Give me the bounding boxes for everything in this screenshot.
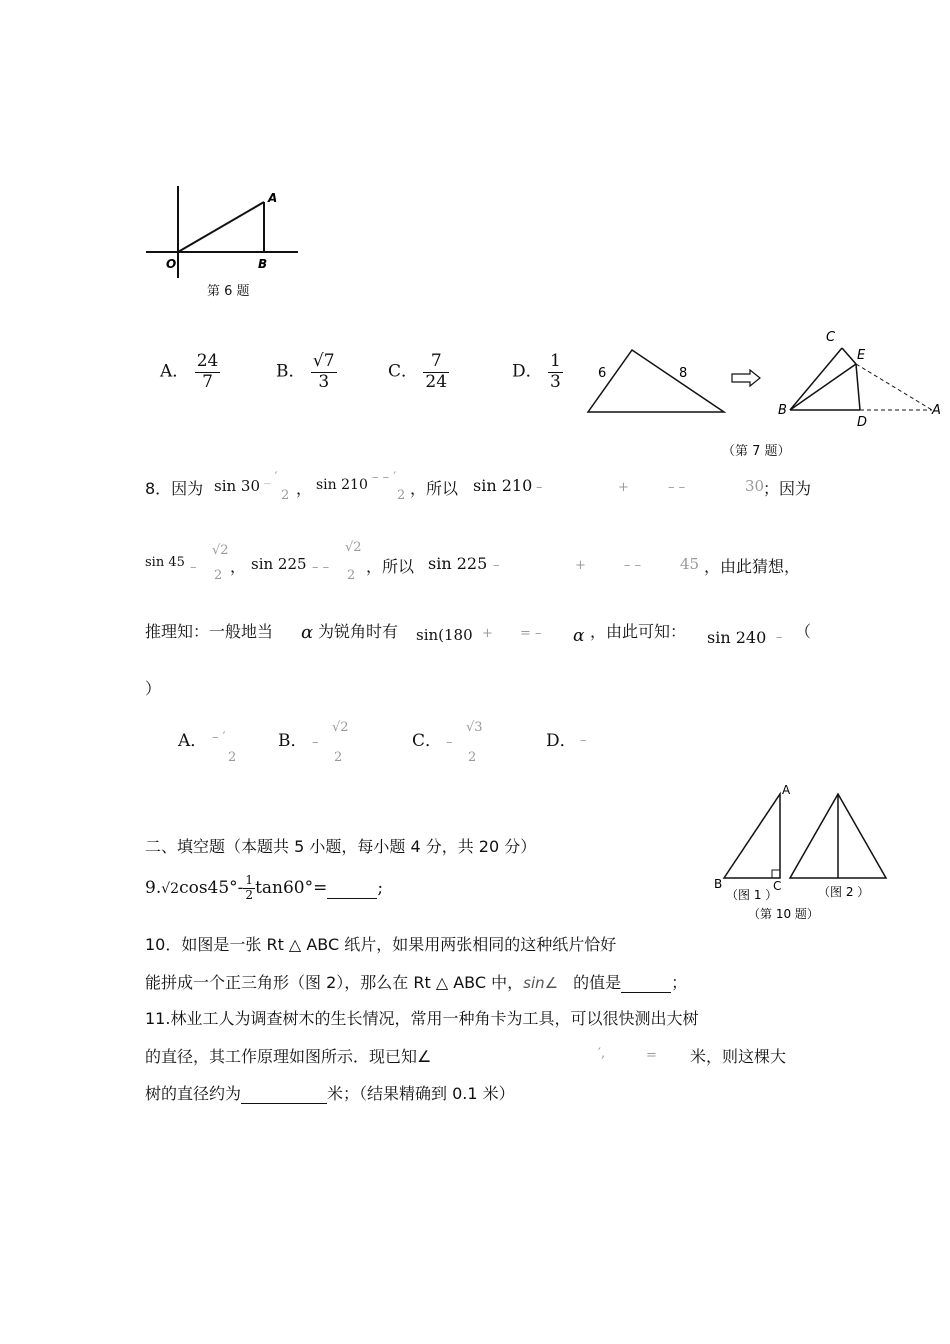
q8-sin45: sin 45 [145, 555, 185, 570]
section-heading: 二、填空题（本题共 5 小题，每小题 4 分，共 20 分） [145, 837, 537, 856]
label-D: D [857, 415, 868, 430]
figure-q10 [700, 780, 900, 930]
label-E: E [857, 348, 866, 363]
q8-option-b: B． [278, 731, 308, 751]
fig2-label: （图 2 ） [818, 885, 870, 899]
fig10-caption: （第 10 题） [748, 907, 819, 921]
label-A: A [268, 191, 278, 205]
q8-option-c: C． [412, 731, 443, 751]
question-9: 9.√2cos45°- $\frac{1}{2}$ tan60°= ; [145, 873, 384, 902]
q7-option-a: A． $\frac{24}{7}$ [160, 351, 219, 392]
label-C: C [773, 879, 782, 893]
figure-q7 [580, 326, 950, 436]
q8-sin210: sin 210 [316, 477, 368, 493]
fig1-label: （图 1 ） [726, 888, 778, 902]
label-B: B [778, 403, 787, 418]
label-A: A [932, 403, 941, 418]
q8-sin30: sin 30 [214, 477, 261, 495]
question-10-line2: 能拼成一个正三角形（图 2），那么在 Rt △ ABC 中，sin∠ 的值是 ； [145, 973, 688, 992]
label-C: C [826, 330, 836, 345]
q8-option-a: A． [178, 731, 208, 751]
label-A: A [782, 783, 791, 797]
fig7-caption: （第 7 题） [722, 444, 791, 459]
q7-option-c: C． $\frac{7}{24}$ [388, 351, 448, 392]
q8-sin240: sin 240 [707, 628, 767, 647]
q8-sin225-b: sin 225 [428, 554, 488, 573]
q7-option-d: D． $\frac{1}{3}$ [512, 351, 561, 392]
side-label-6: 6 [598, 366, 607, 381]
alpha-symbol: α [301, 622, 314, 643]
question-11-line1: 11.林业工人为调查树木的生长情况，常用一种角卡为工具，可以很快测出大树 [145, 1009, 699, 1028]
label-B: B [258, 257, 268, 271]
q8-label: 8．因为 [145, 479, 204, 498]
q8-sin210-b: sin 210 [473, 476, 533, 495]
q7-option-b: B． $\frac{√7}{3}$ [276, 351, 335, 392]
q8-option-d: D． [546, 731, 577, 751]
question-10-line1: 10．如图是一张 Rt △ ABC 纸片，如果用两张相同的这种纸片恰好 [145, 935, 617, 954]
label-O: O [166, 257, 177, 271]
question-11-line3: 树的直径约为 米；（结果精确到 0.1 米） [145, 1084, 515, 1103]
figure-q6 [140, 180, 310, 280]
side-label-8: 8 [679, 366, 688, 381]
arrow-icon [732, 370, 760, 386]
fig6-caption: 第 6 题 [207, 284, 250, 299]
question-11-line2: 的直径，其工作原理如图所示．现已知∠ [145, 1047, 432, 1066]
q8-sin225: sin 225 [251, 555, 307, 573]
label-B: B [714, 877, 723, 891]
